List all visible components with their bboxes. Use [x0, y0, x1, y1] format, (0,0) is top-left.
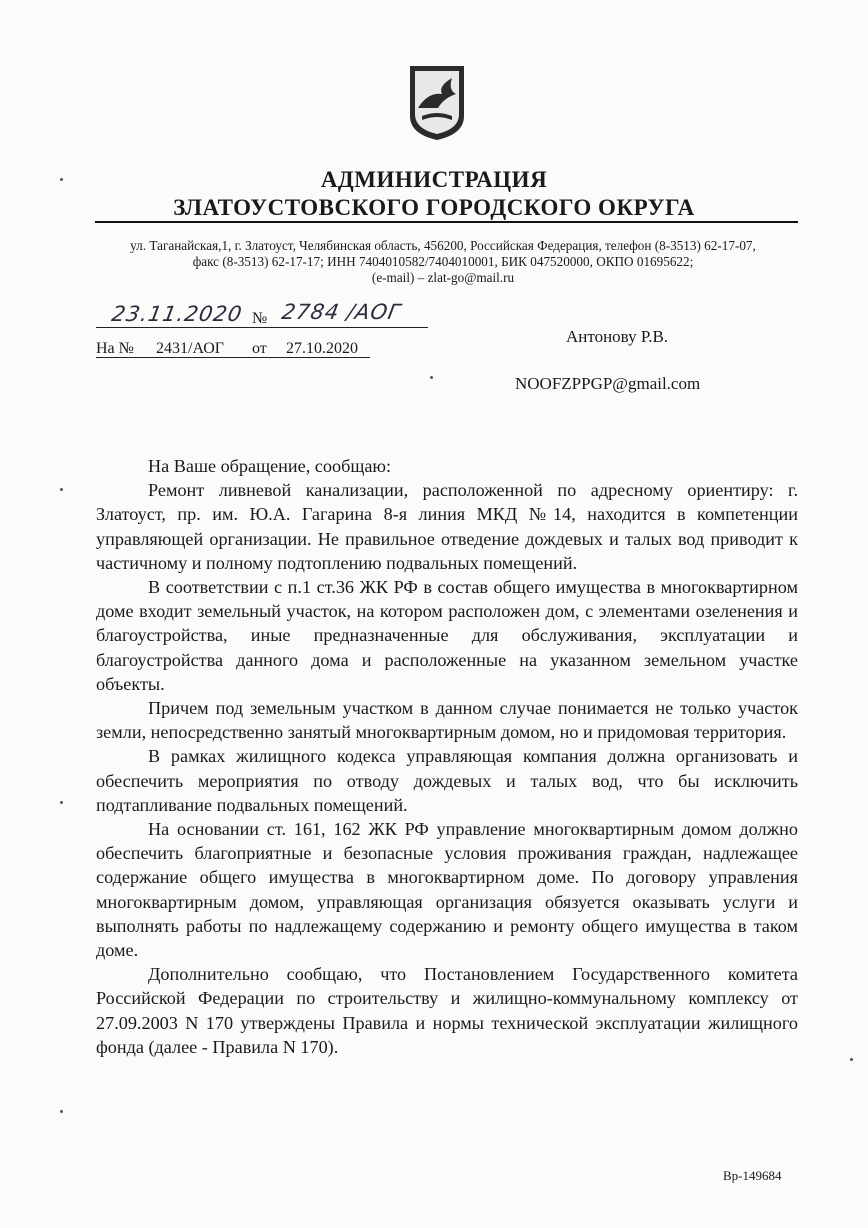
- outgoing-number-underline: [96, 327, 428, 328]
- scan-speck: [850, 1058, 853, 1061]
- address-line-1: ул. Таганайская,1, г. Златоуст, Челябинская область, 456200, Российская Федерация, телефон (8-3513) 62-17-07,: [130, 238, 756, 253]
- scan-speck: [60, 488, 63, 491]
- body-paragraph-3: В соответствии с п.1 ст.36 ЖК РФ в состав общего имущества в многоквартирном доме входит земельный участок, на котором расположен дом, с элементами озеленения и благоустройства, иные предназначенные для обслуживания, эксплуатации и благоустройства данного дома и расположенные на указанном земельном участке объекты.: [96, 577, 798, 694]
- organization-name-line-1: АДМИНИСТРАЦИЯ: [320, 167, 548, 192]
- body-paragraph-2: Ремонт ливневой канализации, расположенной по адресному ориентиру: г. Златоуст, пр. им. Ю.А. Гагарина 8-я линия МКД №14, находится в компетенции управляющей организации. Не правильное отведение дождевых и талых вод приводит к частичному и полному подтоплению подвальных помещений.: [96, 480, 798, 573]
- body-paragraph-6: На основании ст. 161, 162 ЖК РФ управление многоквартирным домом должно обеспечить благоприятные и безопасные условия проживания граждан, надлежащее содержание общего имущества в многоквартирном доме. По договору управления многоквартирным домом, управляющая организация обязуется оказывать услуги и выполнять работы по надлежащему содержанию и ремонту общего имущества в таком доме.: [96, 819, 798, 961]
- reply-from-label: от: [252, 340, 267, 357]
- reply-prefix: На №: [96, 340, 134, 357]
- scan-speck: [430, 376, 433, 379]
- organization-name-line-2: ЗЛАТОУСТОВСКОГО ГОРОДСКОГО ОКРУГА: [173, 195, 695, 220]
- reply-number: 2431/АОГ: [156, 340, 225, 357]
- letter-body: [96, 454, 798, 1059]
- outgoing-date-handwritten: 23.11.2020: [109, 302, 245, 326]
- body-paragraph-1: На Ваше обращение, сообщаю:: [148, 456, 392, 476]
- address-line-3: (e-mail) – zlat-go@mail.ru: [371, 270, 515, 285]
- recipient-name: Антонову Р.В.: [566, 327, 669, 346]
- header-rule: [95, 221, 798, 223]
- body-paragraph-5: В рамках жилищного кодекса управляющая компания должна организовать и обеспечить мероприятия по отводу дождевых и талых вод, что бы исключить подтапливание подвальных помещений.: [96, 746, 798, 815]
- reply-date: 27.10.2020: [286, 340, 358, 357]
- address-line-2: факс (8-3513) 62-17-17; ИНН 7404010582/7404010001, БИК 047520000, ОКПО 01695622;: [192, 254, 694, 269]
- number-sign: №: [252, 310, 268, 327]
- scan-speck: [60, 1110, 63, 1113]
- body-paragraph-4: Причем под земельным участком в данном случае понимается не только участок земли, непосредственно занятый многоквартирным домом, но и придомовая территория.: [96, 698, 798, 743]
- outgoing-number-handwritten: 2784 /АОГ: [279, 300, 403, 324]
- document-code: Вр-149684: [723, 1168, 782, 1183]
- body-paragraph-7: Дополнительно сообщаю, что Постановлением Государственного комитета Российской Федерации по строительству и жилищно-коммунальному комплексу от 27.09.2003 N 170 утверждены Правила и нормы технической эксплуатации жилищного фонда (далее - Правила N 170).: [96, 964, 798, 1057]
- scan-speck: [60, 801, 63, 804]
- city-coat-of-arms-emblem: [408, 64, 466, 142]
- recipient-email: NOOFZPPGP@gmail.com: [515, 374, 701, 393]
- reply-underline: [96, 357, 370, 358]
- scan-speck: [60, 178, 63, 181]
